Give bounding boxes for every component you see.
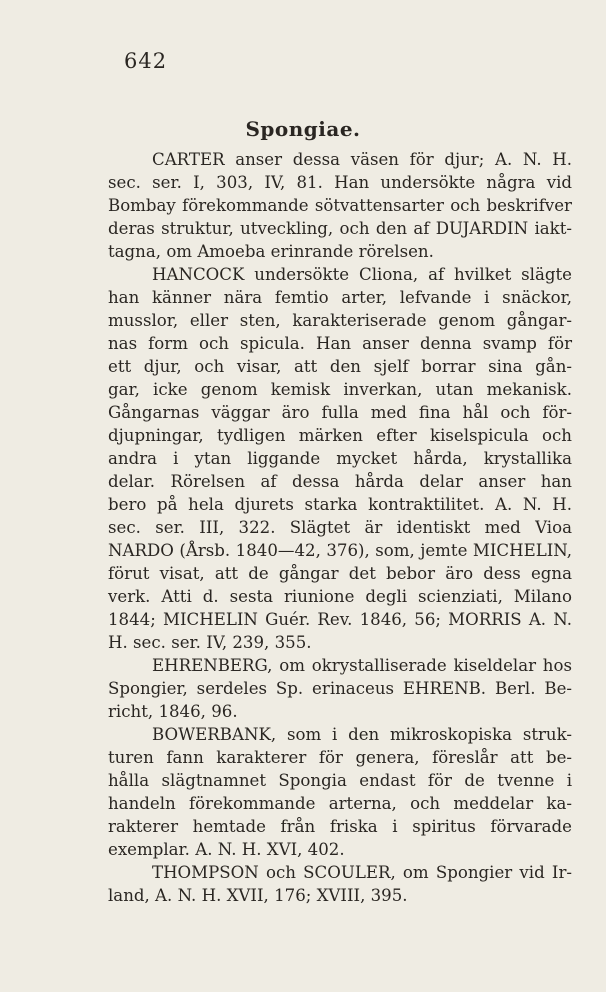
text-line: Spongier, serdeles Sp. erinaceus EHRENB. Berl. Be-	[108, 679, 572, 698]
text-line: Bombay förekommande sötvattensarter och beskrifver	[108, 196, 572, 215]
text-line: THOMPSON och SCOULER, om Spongier vid Ir-	[152, 863, 572, 882]
text-line: bero på hela djurets starka kontraktilitet. A. N. H.	[108, 495, 572, 514]
text-line: BOWERBANK, som i den mikroskopiska struk-	[152, 725, 572, 744]
text-line: deras struktur, utveckling, och den af DUJARDIN iakt-	[108, 219, 572, 238]
text-line: förut visat, att de gångar det bebor äro dess egna	[108, 564, 572, 583]
text-line: handeln förekommande arterna, och meddelar ka-	[108, 794, 572, 813]
text-line: nas form och spicula. Han anser denna svamp för	[108, 334, 572, 353]
text-line: rakterer hemtade från friska i spiritus förvarade	[108, 817, 572, 836]
text-line: verk. Atti d. sesta riunione degli scienziati, Milano	[108, 587, 572, 606]
text-line: NARDO (Årsb. 1840—42, 376), som, jemte MICHELIN,	[108, 541, 572, 560]
text-line: djupningar, tydligen märken efter kiselspicula och	[108, 426, 572, 445]
text-line: hålla slägtnamnet Spongia endast för de tvenne i	[108, 771, 572, 790]
page-number: 642	[124, 49, 168, 73]
text-line: richt, 1846, 96.	[108, 702, 238, 721]
text-line: han känner nära femtio arter, lefvande i snäckor,	[108, 288, 572, 307]
text-line: tagna, om Amoeba erinrande rörelsen.	[108, 242, 434, 261]
text-line: gar, icke genom kemisk inverkan, utan mekanisk.	[108, 380, 572, 399]
text-line: exemplar. A. N. H. XVI, 402.	[108, 840, 345, 859]
text-line: Gångarnas väggar äro fulla med fina hål och för-	[108, 403, 572, 422]
text-line: EHRENBERG, om okrystalliserade kiseldelar hos	[152, 656, 572, 675]
text-line: sec. ser. III, 322. Slägtet är identiskt med Vioa	[108, 518, 572, 537]
text-line: turen fann karakterer för genera, föreslår att be-	[108, 748, 572, 767]
text-line: delar. Rörelsen af dessa hårda delar anser han	[108, 472, 572, 491]
text-line: HANCOCK undersökte Cliona, af hvilket slägte	[152, 265, 572, 284]
text-line: H. sec. ser. IV, 239, 355.	[108, 633, 312, 652]
text-line: musslor, eller sten, karakteriserade genom gångar-	[108, 311, 572, 330]
text-line: andra i ytan liggande mycket hårda, krystallika	[108, 449, 572, 468]
section-heading: Spongiae.	[245, 117, 361, 141]
text-line: CARTER anser dessa väsen för djur; A. N. H.	[152, 150, 572, 169]
text-line: 1844; MICHELIN Guér. Rev. 1846, 56; MORRIS A. N.	[108, 610, 572, 629]
text-line: ett djur, och visar, att den sjelf borrar sina gån-	[108, 357, 572, 376]
text-line: land, A. N. H. XVII, 176; XVIII, 395.	[108, 886, 408, 905]
text-line: sec. ser. I, 303, IV, 81. Han undersökte några vid	[108, 173, 572, 192]
